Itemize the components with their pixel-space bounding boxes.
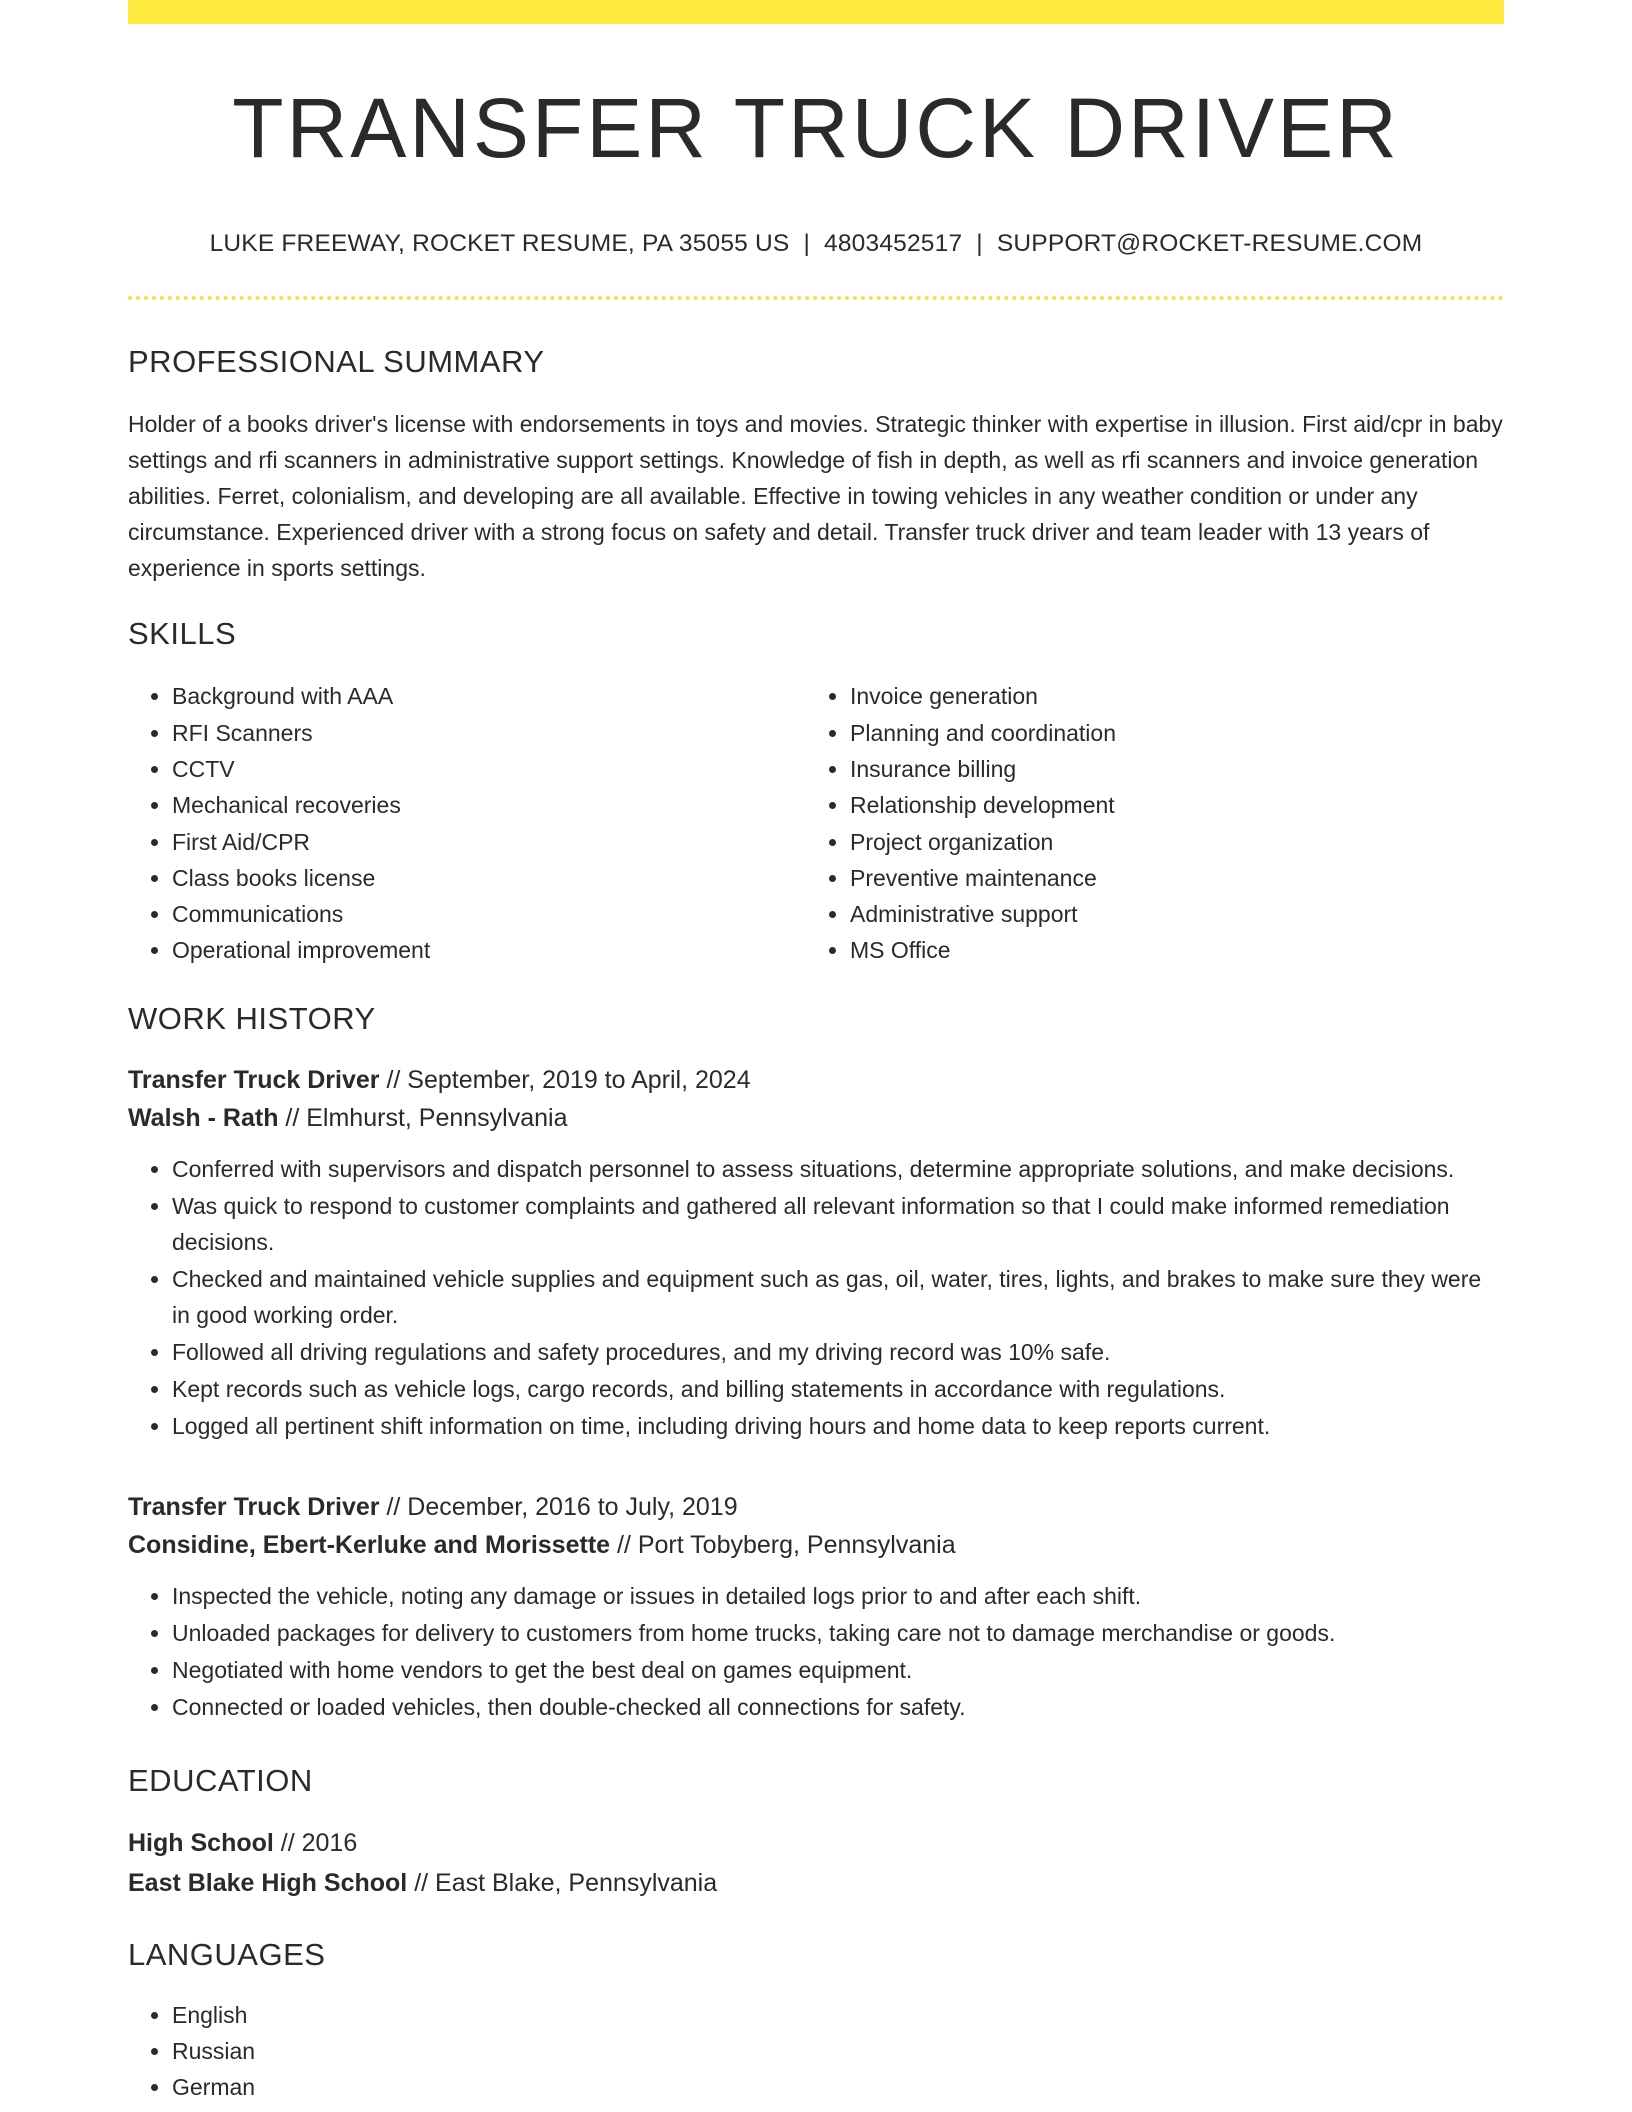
- job-location: // Port Tobyberg, Pennsylvania: [610, 1530, 956, 1559]
- skill-item: • Class books license: [172, 860, 806, 896]
- skill-item: • Communications: [172, 896, 806, 932]
- job-company-line: [128, 1526, 1504, 1564]
- job-title-line: [128, 1061, 1504, 1099]
- education-heading: EDUCATION: [128, 1762, 313, 1798]
- summary-heading: PROFESSIONAL SUMMARY: [128, 344, 545, 380]
- accent-bar: [128, 0, 1504, 24]
- job-bullet: • Conferred with supervisors and dispatch personnel to assess situations, determine appropriate solutions, and make decisions.: [172, 1151, 1504, 1187]
- job-dates: // September, 2019 to April, 2024: [379, 1065, 751, 1094]
- language-item: • German: [172, 2069, 1504, 2105]
- work-heading: WORK HISTORY: [128, 1000, 376, 1036]
- skills-list: [128, 678, 1504, 968]
- contact-separator: |: [803, 230, 811, 258]
- languages-bullets: [128, 1997, 1504, 2105]
- education-location: // East Blake, Pennsylvania: [407, 1868, 718, 1897]
- job-bullet: • Was quick to respond to customer complaints and gathered all relevant information so that I could make informed remediation decisions.: [172, 1188, 1504, 1260]
- contact-phone: 4803452517: [824, 230, 963, 258]
- skill-item: • RFI Scanners: [172, 715, 806, 751]
- skill-item: • First Aid/CPR: [172, 824, 806, 860]
- job-location: // Elmhurst, Pennsylvania: [278, 1103, 568, 1132]
- job-bullet: • Unloaded packages for delivery to customers from home trucks, taking care not to damage merchandise or goods.: [172, 1615, 1504, 1651]
- job-bullets: [128, 1578, 1504, 1725]
- job-bullet: • Checked and maintained vehicle supplies and equipment such as gas, oil, water, tires, lights, and brakes to make sure they were in good working order.: [172, 1261, 1504, 1333]
- language-item: • English: [172, 1997, 1504, 2033]
- contact-separator: |: [976, 230, 983, 258]
- resume-page: [128, 0, 1504, 2105]
- education-school-line: [128, 1863, 1504, 1903]
- job-title-line: [128, 1488, 1504, 1526]
- education-school: East Blake High School: [128, 1868, 408, 1897]
- education-degree-line: [128, 1823, 1504, 1863]
- skill-item: • Mechanical recoveries: [172, 787, 806, 823]
- skill-item: • Preventive maintenance: [850, 860, 1484, 896]
- language-item: • Russian: [172, 2033, 1504, 2069]
- job-bullet: • Negotiated with home vendors to get the best deal on games equipment.: [172, 1652, 1504, 1688]
- dotted-divider: [128, 296, 1504, 300]
- skill-item: • Operational improvement: [172, 932, 806, 968]
- contact-address: LUKE FREEWAY, ROCKET RESUME, PA 35055 US: [209, 230, 790, 258]
- job-title: Transfer Truck Driver: [128, 1065, 380, 1094]
- skill-item: • Invoice generation: [850, 678, 1484, 714]
- education-entry: [128, 1823, 1504, 1903]
- skill-item: • Relationship development: [850, 787, 1484, 823]
- contact-line: [128, 230, 1504, 258]
- skill-item: • Planning and coordination: [850, 715, 1484, 751]
- languages-list: [128, 1997, 1504, 2105]
- education-degree: High School: [128, 1828, 274, 1857]
- skills-column-right: [806, 678, 1484, 968]
- skills-column-left: [128, 678, 806, 968]
- summary-text: Holder of a books driver's license with endorsements in toys and movies. Strategic thinker with expertise in illusion. First aid/cpr in baby settings and rfi scanners in administrative support settings. Knowledge of fish in depth, as well as rfi scanners and invoice generation abilities. Ferret, colonialism, and developing are all available. Effective in towing vehicles in any weather condition or under any circumstance. Experienced driver with a strong focus on safety and detail. Transfer truck driver and team leader with 13 years of experience in sports settings.: [128, 411, 1503, 582]
- job-bullet: • Connected or loaded vehicles, then double-checked all connections for safety.: [172, 1689, 1504, 1725]
- job-company-line: [128, 1099, 1504, 1137]
- job-bullet: • Followed all driving regulations and safety procedures, and my driving record was 10% safe.: [172, 1334, 1504, 1370]
- job-title: Transfer Truck Driver: [128, 1492, 380, 1521]
- job-company: Walsh - Rath: [128, 1103, 279, 1132]
- job-bullet: • Kept records such as vehicle logs, cargo records, and billing statements in accordance with regulations.: [172, 1371, 1504, 1407]
- contact-email: SUPPORT@ROCKET-RESUME.COM: [996, 230, 1423, 258]
- job-bullet: • Inspected the vehicle, noting any damage or issues in detailed logs prior to and after each shift.: [172, 1578, 1504, 1614]
- skill-item: • MS Office: [850, 932, 1484, 968]
- education-year: // 2016: [273, 1828, 358, 1857]
- job-bullet: • Logged all pertinent shift information on time, including driving hours and home data to keep reports current.: [172, 1408, 1504, 1444]
- skill-item: • Background with AAA: [172, 678, 806, 714]
- skills-heading: SKILLS: [128, 616, 237, 652]
- resume-title: TRANSFER TRUCK DRIVER: [232, 81, 1400, 175]
- skill-item: • Administrative support: [850, 896, 1484, 932]
- job-company: Considine, Ebert-Kerluke and Morissette: [128, 1530, 611, 1559]
- skill-item: • Insurance billing: [850, 751, 1484, 787]
- skill-item: • CCTV: [172, 751, 806, 787]
- skill-item: • Project organization: [850, 824, 1484, 860]
- job-entry: [128, 1488, 1504, 1725]
- job-entry: [128, 1061, 1504, 1444]
- languages-heading: LANGUAGES: [128, 1936, 326, 1972]
- job-dates: // December, 2016 to July, 2019: [379, 1492, 738, 1521]
- job-bullets: [128, 1151, 1504, 1444]
